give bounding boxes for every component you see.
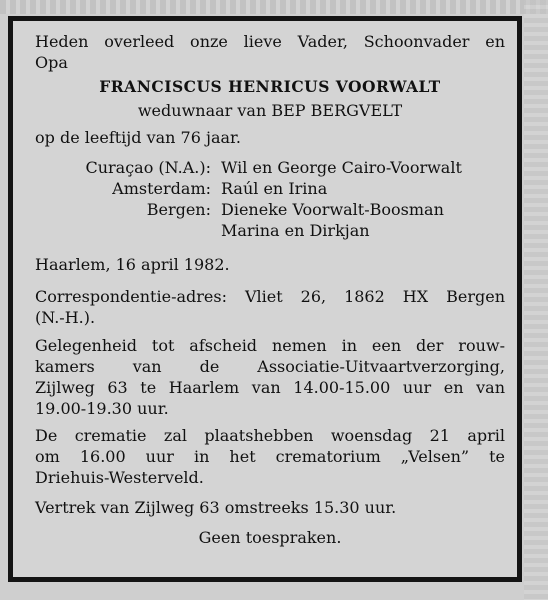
departure-line: Vertrek van Zijlweg 63 omstreeks 15.30 uur. xyxy=(35,498,397,517)
relative-place: Curaçao (N.A.): xyxy=(85,158,211,177)
relative-row xyxy=(35,220,505,241)
relative-place: Amsterdam: xyxy=(112,179,211,198)
cremation-line-2: om 16.00 uur in het crematorium „Velsen” te xyxy=(35,447,505,466)
deceased-name: FRANCISCUS HENRICUS VOORWALT xyxy=(99,77,441,96)
relative-place: Bergen: xyxy=(146,200,211,219)
place-date: Haarlem, 16 april 1982. xyxy=(35,255,230,274)
relative-names: Marina en Dirkjan xyxy=(221,221,370,240)
relative-row xyxy=(35,157,505,178)
farewell-line-1: Gelegenheid tot afscheid nemen in een der rouw- xyxy=(35,336,505,355)
relative-row xyxy=(35,178,505,199)
intro-line-2: Opa xyxy=(35,53,68,72)
relative-row xyxy=(35,199,505,220)
closing-line: Geen toespraken. xyxy=(198,528,342,547)
relative-names: Raúl en Irina xyxy=(221,179,328,198)
relatives-list xyxy=(35,157,505,241)
newsprint-bleed-right xyxy=(524,0,548,600)
relative-place xyxy=(35,220,221,241)
notice-content xyxy=(35,31,505,548)
relative-names: Dieneke Voorwalt-Boosman xyxy=(221,200,444,219)
cremation-line-1: De crematie zal plaatshebben woensdag 21 april xyxy=(35,426,505,445)
farewell-line-2: kamers van de Associatie-Uitvaartverzorging, xyxy=(35,357,505,376)
farewell-line-4: 19.00-19.30 uur. xyxy=(35,399,169,418)
age-line: op de leeftijd van 76 jaar. xyxy=(35,128,241,147)
correspondence-line-2: (N.-H.). xyxy=(35,308,96,327)
correspondence-line-1: Correspondentie-adres: Vliet 26, 1862 HX Bergen xyxy=(35,287,505,306)
widower-line: weduwnaar van BEP BERGVELT xyxy=(137,101,403,120)
relative-names: Wil en George Cairo-Voorwalt xyxy=(221,158,462,177)
farewell-line-3: Zijlweg 63 te Haarlem van 14.00-15.00 uur en van xyxy=(35,378,505,397)
intro-line-1: Heden overleed onze lieve Vader, Schoonvader en xyxy=(35,32,505,51)
death-notice-card xyxy=(8,16,522,582)
cremation-line-3: Driehuis-Westerveld. xyxy=(35,468,204,487)
newsprint-bleed-top xyxy=(0,0,548,14)
